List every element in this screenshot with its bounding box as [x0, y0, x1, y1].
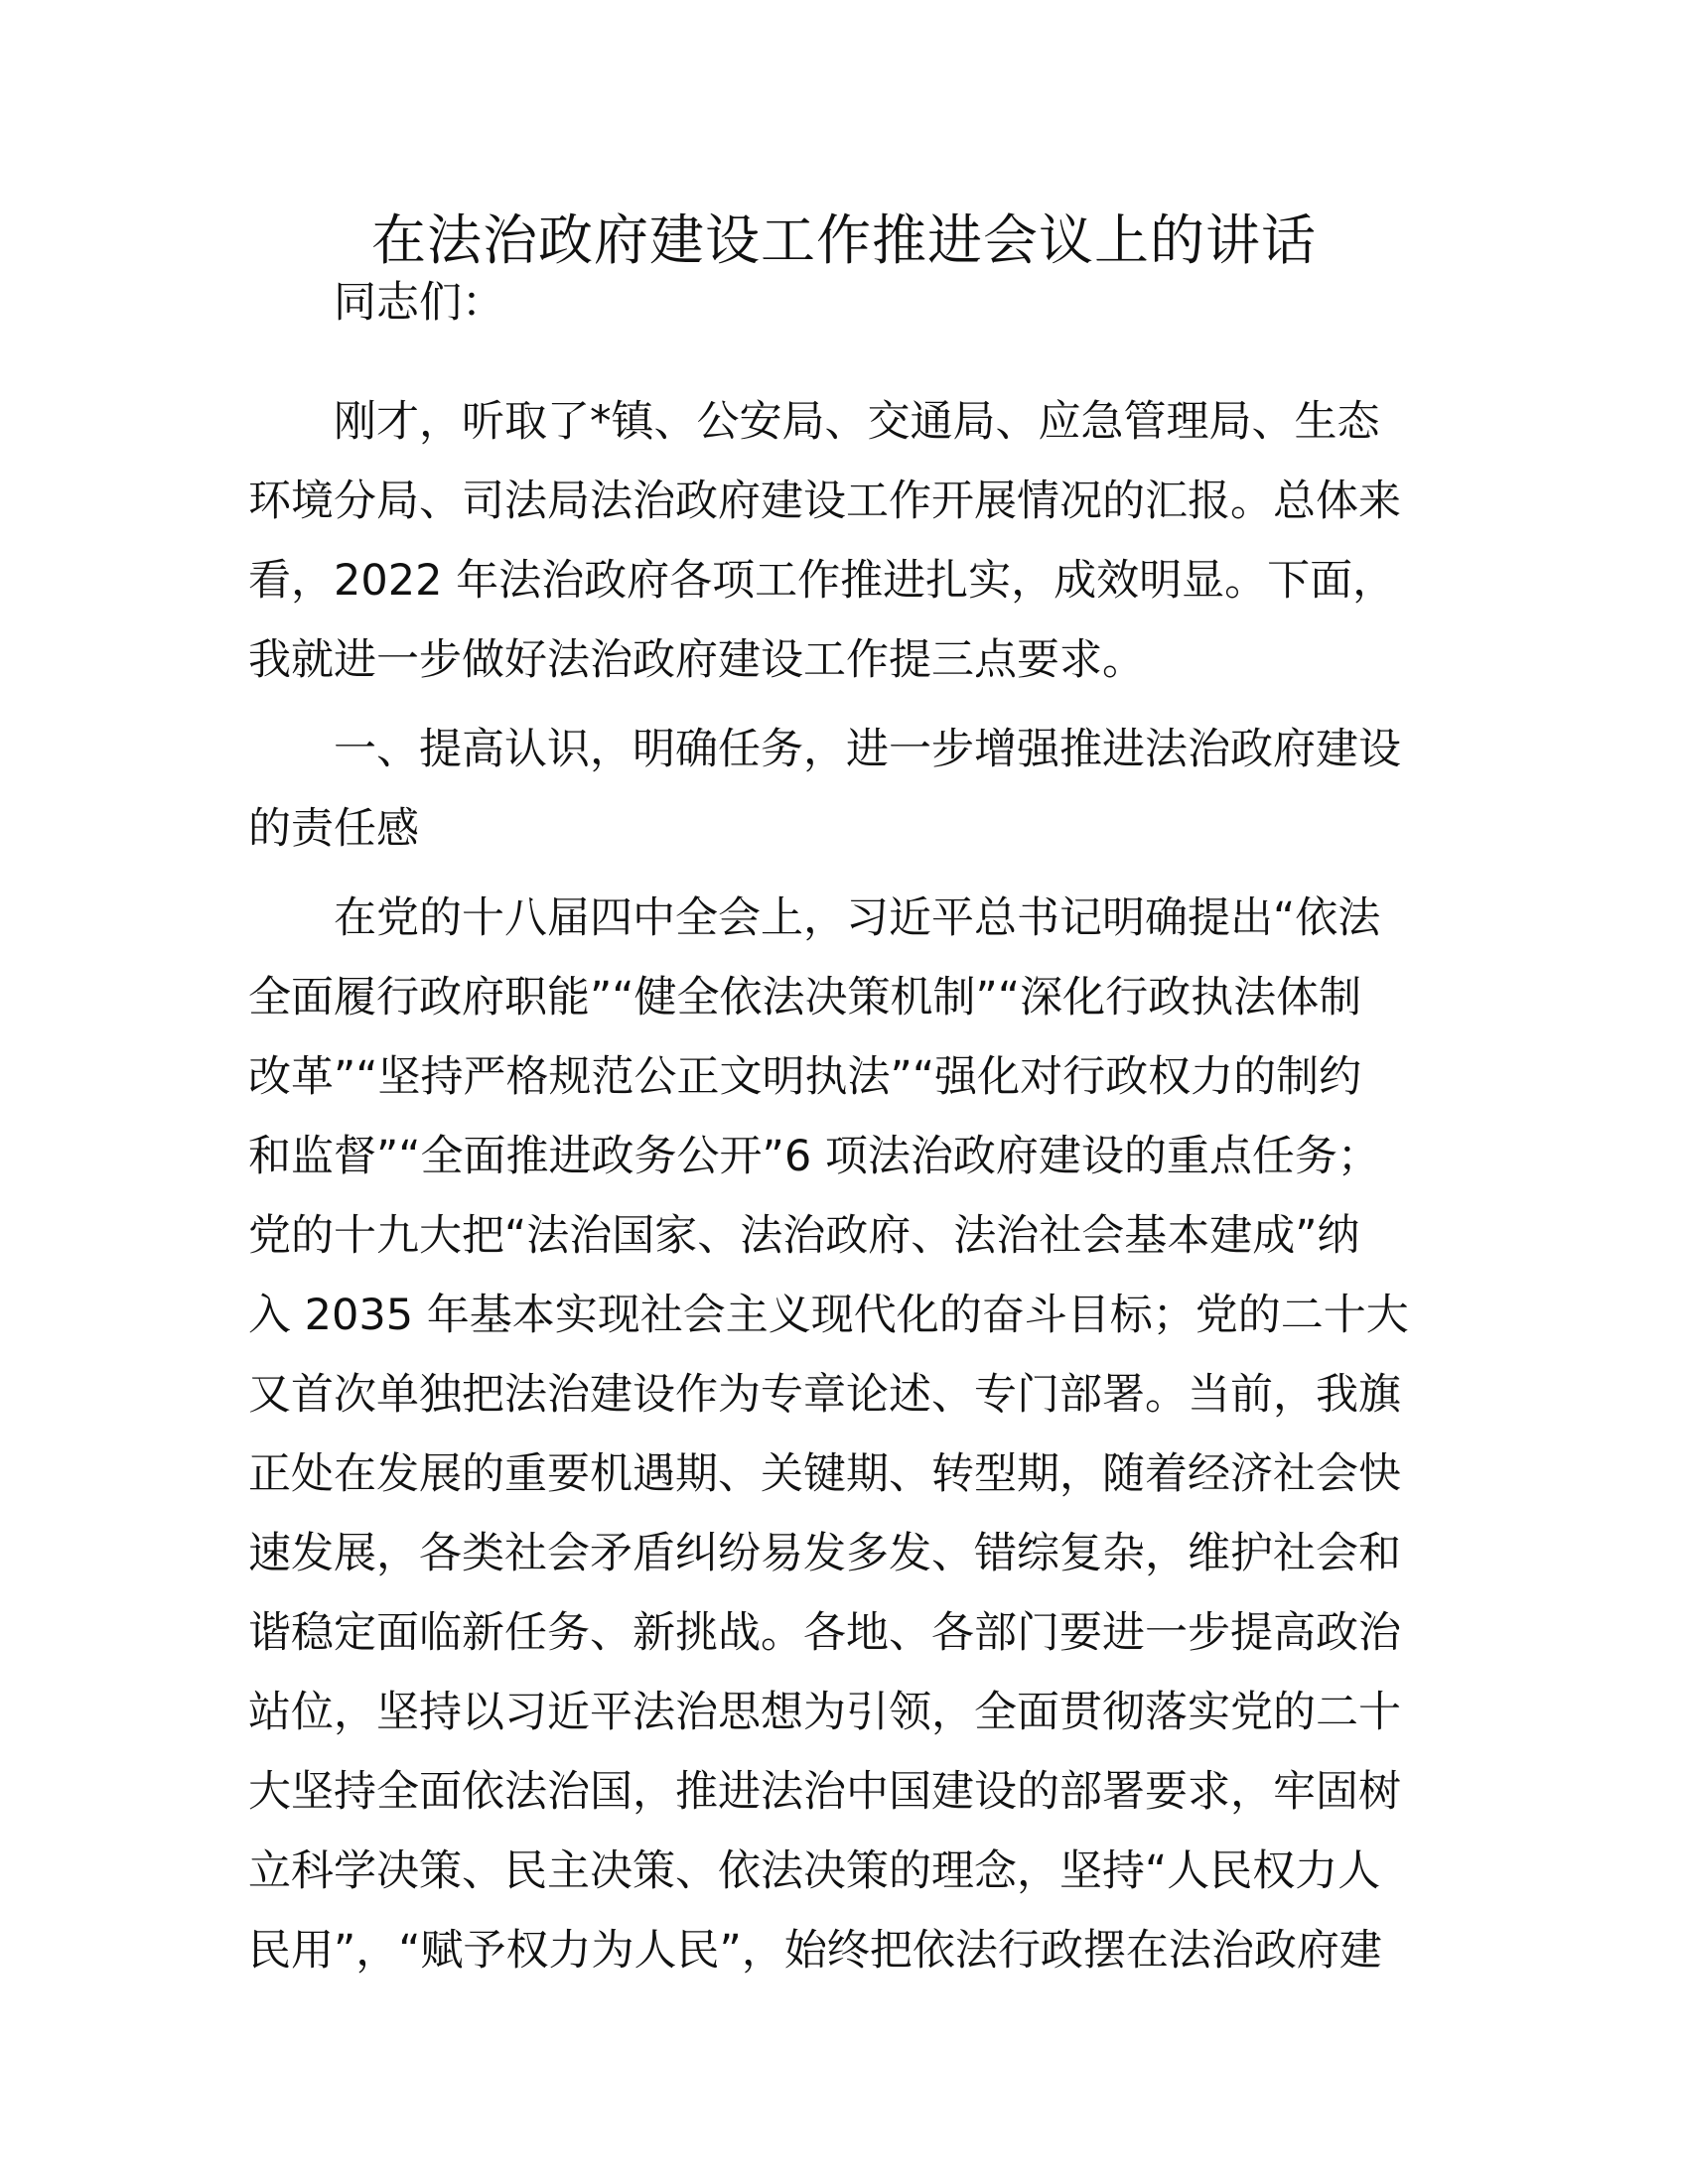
paragraph-line: 站位，坚持以习近平法治思想为引领，全面贯彻落实党的二十 [248, 1688, 1401, 1737]
section-heading-1 [248, 710, 1440, 869]
paragraph-line: 大坚持全面依法治国，推进法治中国建设的部署要求，牢固树 [248, 1767, 1401, 1817]
paragraph-line: 党的十九大把“法治国家、法治政府、法治社会基本建成”纳 [248, 1211, 1360, 1261]
paragraph-section-1-body [248, 879, 1440, 1990]
paragraph-line: 在党的十八届四中全会上，习近平总书记明确提出“依法 [334, 893, 1381, 943]
paragraph-line: 又首次单独把法治建设作为专章论述、专门部署。当前，我旗 [248, 1370, 1401, 1420]
paragraph-opening [248, 382, 1440, 700]
salutation: 同志们： [334, 278, 504, 328]
paragraph-line: 全面履行政府职能”“健全依法决策机制”“深化行政执法体制 [248, 973, 1362, 1023]
paragraph-line: 改革”“坚持严格规范公正文明执法”“强化对行政权力的制约 [248, 1052, 1362, 1102]
paragraph-line: 立科学决策、民主决策、依法决策的理念，坚持“人民权力人 [248, 1846, 1381, 1896]
paragraph-line: 速发展，各类社会矛盾纠纷易发多发、错综复杂，维护社会和 [248, 1529, 1401, 1578]
paragraph-line: 看，2022 年法治政府各项工作推进扎实，成效明显。下面， [248, 556, 1396, 606]
heading-line: 一、提高认识，明确任务，进一步增强推进法治政府建设 [334, 725, 1401, 774]
paragraph-line: 民用”，“赋予权力为人民”，始终把依法行政摆在法治政府建 [248, 1926, 1382, 1976]
paragraph-line: 入 2035 年基本实现社会主义现代化的奋斗目标；党的二十大 [248, 1291, 1409, 1340]
paragraph-line: 谐稳定面临新任务、新挑战。各地、各部门要进一步提高政治 [248, 1608, 1401, 1658]
paragraph-line: 我就进一步做好法治政府建设工作提三点要求。 [248, 635, 1145, 685]
paragraph-line: 正处在发展的重要机遇期、关键期、转型期，随着经济社会快 [248, 1449, 1401, 1499]
paragraph-line: 刚才，听取了*镇、公安局、交通局、应急管理局、生态 [334, 397, 1380, 447]
document-title: 在法治政府建设工作推进会议上的讲话 [370, 208, 1317, 272]
paragraph-line: 环境分局、司法局法治政府建设工作开展情况的汇报。总体来 [248, 477, 1401, 526]
paragraph-line: 和监督”“全面推进政务公开”6 项法治政府建设的重点任务； [248, 1132, 1380, 1181]
heading-line: 的责任感 [248, 804, 419, 854]
